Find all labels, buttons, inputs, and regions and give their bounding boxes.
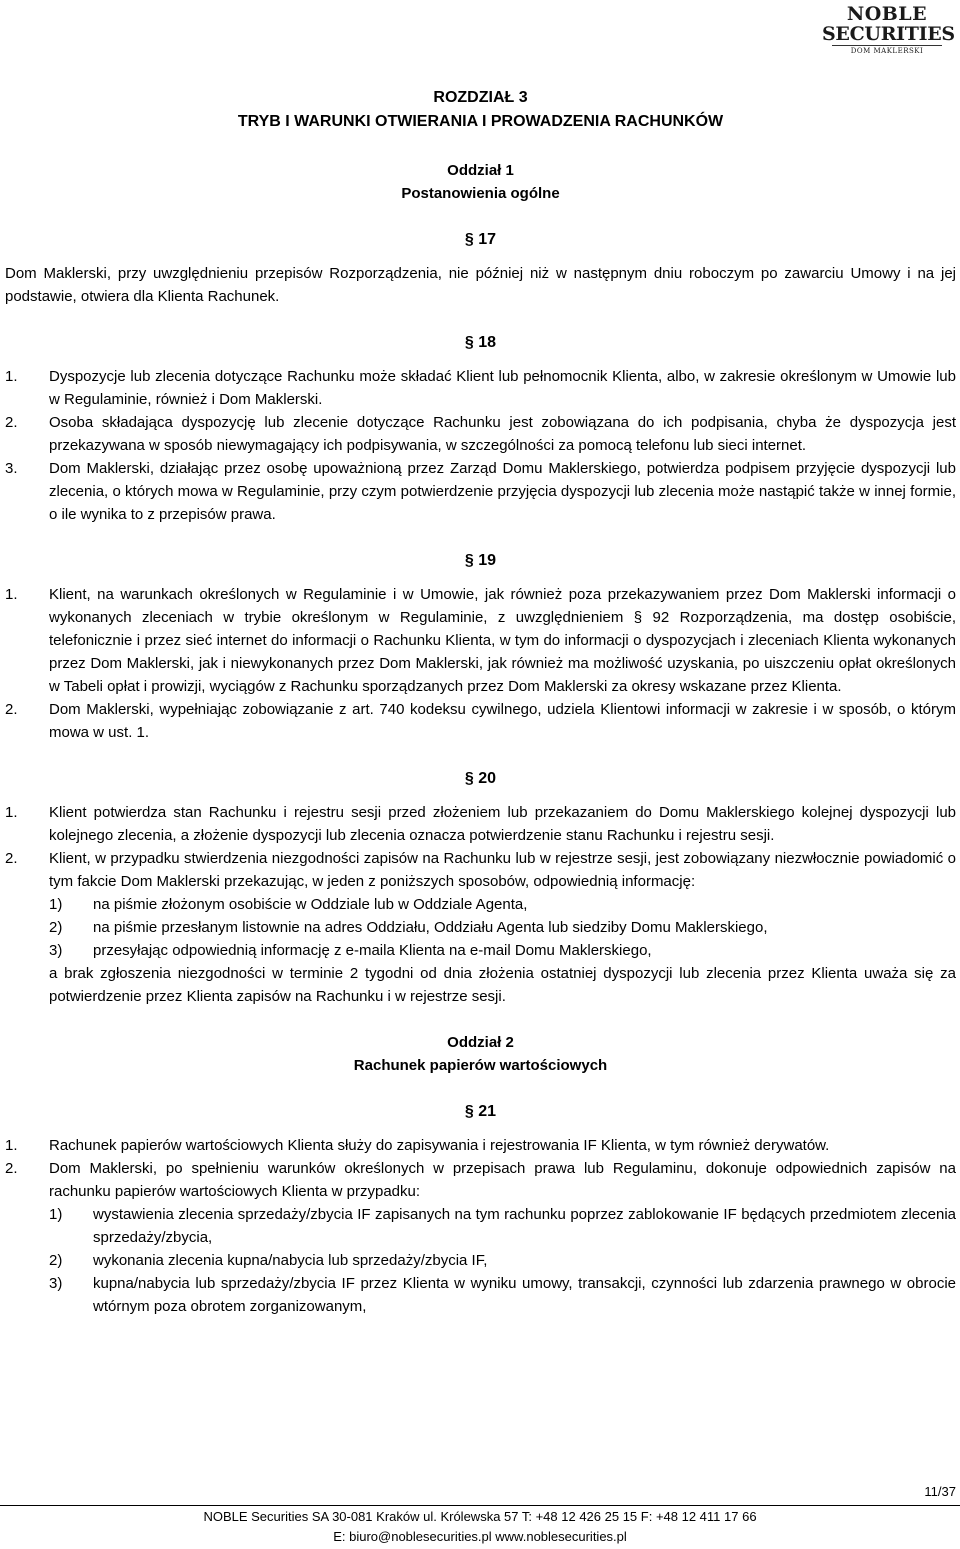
list-item-text: Dom Maklerski, działając przez osobę upoważnioną przez Zarząd Domu Maklerskiego, potwierdza podpisem przyjęcie dyspozycji lub zlecenia, o których mowa w Regulaminie, przy czym potwierdzenie przyjęcia dyspozycji lub zlecenia może nastąpić także w innej formie, o ile wynika to z przepisów prawa. xyxy=(49,460,956,523)
footer-address: NOBLE Securities SA 30-081 Kraków ul. Królewska 57 T: +48 12 426 25 15 F: +48 12 411 17 66 xyxy=(203,1509,757,1524)
sub-list-item-number: 2) xyxy=(49,919,63,936)
list-item-text: Dyspozycje lub zlecenia dotyczące Rachunku może składać Klient lub pełnomocnik Klienta, albo, w zakresie określonym w Umowie lub w Regulaminie, również i Dom Maklerski. xyxy=(49,368,956,408)
sub-list-item xyxy=(5,1249,956,1272)
logo-line-1: NOBLE xyxy=(846,3,928,25)
list-item xyxy=(5,411,956,457)
list-item-number: 1. xyxy=(5,804,18,821)
division-2-subtitle: Rachunek papierów wartościowych xyxy=(353,1057,608,1074)
list-item xyxy=(5,1157,956,1203)
list-item-text: Osoba składająca dyspozycję lub zlecenie dotyczące Rachunku jest zobowiązana do ich podpisania, chyba że dyspozycja jest przekazywana w sposób niewymagający ich podpisywania, w szczególności za pomocą telefonu lub sieci internet. xyxy=(49,414,956,454)
sub-list-item xyxy=(5,1203,956,1249)
paragraph-20-closing: a brak zgłoszenia niezgodności w terminie 2 tygodni od dnia złożenia ostatniej dyspozycji lub zlecenia przez Klienta uważa się za potwierdzenie przez Klienta zapisów na Rachunku i w rejestrze sesji. xyxy=(49,965,956,1005)
list-item xyxy=(5,365,956,411)
sub-list-item-text: przesyłając odpowiednią informację z e-maila Klienta na e-mail Domu Maklerskiego, xyxy=(93,942,652,959)
list-item-text: Klient, na warunkach określonych w Regulaminie i w Umowie, jak również poza przekazywaniem przez Dom Maklerski informacji o wykonanych zleceniach w trybie określonym w Regulaminie, z uwzględnieniem § 92 Rozporządzenia, ma dostęp osobiście, telefonicznie i przez sieć internet do informacji o Rachunku Klienta, w tym do informacji o dyspozycjach i zleceniach Klienta wykonanych przez Dom Maklerski, jak i niewykonanych przez Dom Maklerski, jak również ma możliwość uzyskania, po uiszczeniu opłat określonych w Tabeli opłat i prowizji, wyciągów z Rachunku sporządzanych przez Dom Maklerski za okresy wskazane przez Klienta. xyxy=(49,586,956,695)
list-item-text: Klient, w przypadku stwierdzenia niezgodności zapisów na Rachunku lub w rejestrze sesji, jest zobowiązany niezwłocznie powiadomić o tym fakcie Dom Maklerski przekazując, w jeden z poniższych sposobów, odpowiednią informację: xyxy=(49,850,956,890)
sub-list-item-text: na piśmie złożonym osobiście w Oddziale lub w Oddziale Agenta, xyxy=(93,896,528,913)
list-item-number: 2. xyxy=(5,414,18,431)
sub-list-item xyxy=(5,893,956,916)
logo-line-3: DOM MAKLERSKI xyxy=(832,45,942,56)
logo-line-2: SECURITIES xyxy=(822,23,955,45)
division-1-title: Oddział 1 xyxy=(447,162,514,179)
sub-list-item-number: 2) xyxy=(49,1252,63,1269)
sub-list-item-text: wykonania zlecenia kupna/nabycia lub sprzedaży/zbycia IF, xyxy=(93,1252,488,1269)
list-item-number: 2. xyxy=(5,850,18,867)
sub-list-item-number: 3) xyxy=(49,942,63,959)
sub-list-item xyxy=(5,939,956,962)
paragraph-21-heading: § 21 xyxy=(464,1103,497,1120)
paragraph-20-heading: § 20 xyxy=(464,770,497,787)
page-number: 11/37 xyxy=(924,1484,956,1499)
list-item-number: 1. xyxy=(5,1137,18,1154)
list-item xyxy=(5,1134,956,1157)
footer-divider xyxy=(0,1505,960,1506)
paragraph-18-heading: § 18 xyxy=(464,334,497,351)
company-logo xyxy=(822,3,955,56)
list-item-number: 3. xyxy=(5,460,18,477)
list-item-number: 1. xyxy=(5,586,18,603)
list-item-text: Klient potwierdza stan Rachunku i rejestru sesji przed złożeniem lub przekazaniem do Domu Maklerskiego kolejnej dyspozycji lub kolejnego zlecenia, a złożenie dyspozycji lub zlecenia oznacza potwierdzenie stanu Rachunku i rejestru sesji. xyxy=(49,804,956,844)
list-item xyxy=(5,847,956,893)
sub-list-item-text: kupna/nabycia lub sprzedaży/zbycia IF przez Klienta w wyniku umowy, transakcji, czynności lub zdarzenia prawnego w obrocie wtórnym poza obrotem zorganizowanym, xyxy=(93,1275,956,1315)
sub-list-item-number: 3) xyxy=(49,1275,63,1292)
paragraph-19-heading: § 19 xyxy=(464,552,497,569)
list-item-text: Dom Maklerski, po spełnieniu warunków określonych w przepisach prawa lub Regulaminu, dokonuje odpowiednich zapisów na rachunku papierów wartościowych Klienta w przypadku: xyxy=(49,1160,956,1200)
sub-list-item-text: na piśmie przesłanym listownie na adres Oddziału, Oddziału Agenta lub siedziby Domu Maklerskiego, xyxy=(93,919,768,936)
list-item-number: 2. xyxy=(5,701,18,718)
list-item xyxy=(5,457,956,526)
paragraph-17-heading: § 17 xyxy=(464,231,497,248)
division-1-subtitle: Postanowienia ogólne xyxy=(401,185,560,202)
list-item xyxy=(5,698,956,744)
list-item-text: Rachunek papierów wartościowych Klienta służy do zapisywania i rejestrowania IF Klienta, w tym również derywatów. xyxy=(49,1137,830,1154)
footer-contact: E: biuro@noblesecurities.pl www.noblesecurities.pl xyxy=(333,1529,627,1544)
document-body xyxy=(5,86,956,1318)
chapter-subtitle: TRYB I WARUNKI OTWIERANIA I PROWADZENIA RACHUNKÓW xyxy=(237,113,724,130)
list-item xyxy=(5,583,956,698)
sub-list-item xyxy=(5,916,956,939)
list-item xyxy=(5,801,956,847)
list-item-text: Dom Maklerski, wypełniając zobowiązanie z art. 740 kodeksu cywilnego, udziela Klientowi informacji w zakresie i w sposób, o którym mowa w ust. 1. xyxy=(49,701,956,741)
sub-list-item-number: 1) xyxy=(49,1206,63,1223)
paragraph-17-text: Dom Maklerski, przy uwzględnieniu przepisów Rozporządzenia, nie później niż w następnym dniu roboczym po zawarciu Umowy i na jej podstawie, otwiera dla Klienta Rachunek. xyxy=(5,265,956,305)
sub-list-item-number: 1) xyxy=(49,896,63,913)
chapter-title: ROZDZIAŁ 3 xyxy=(433,89,528,106)
list-item-number: 2. xyxy=(5,1160,18,1177)
list-item-number: 1. xyxy=(5,368,18,385)
sub-list-item-text: wystawienia zlecenia sprzedaży/zbycia IF zapisanych na tym rachunku poprzez zablokowanie IF będących przedmiotem zlecenia sprzedaży/zbycia, xyxy=(93,1206,956,1246)
sub-list-item xyxy=(5,1272,956,1318)
division-2-title: Oddział 2 xyxy=(447,1034,514,1051)
